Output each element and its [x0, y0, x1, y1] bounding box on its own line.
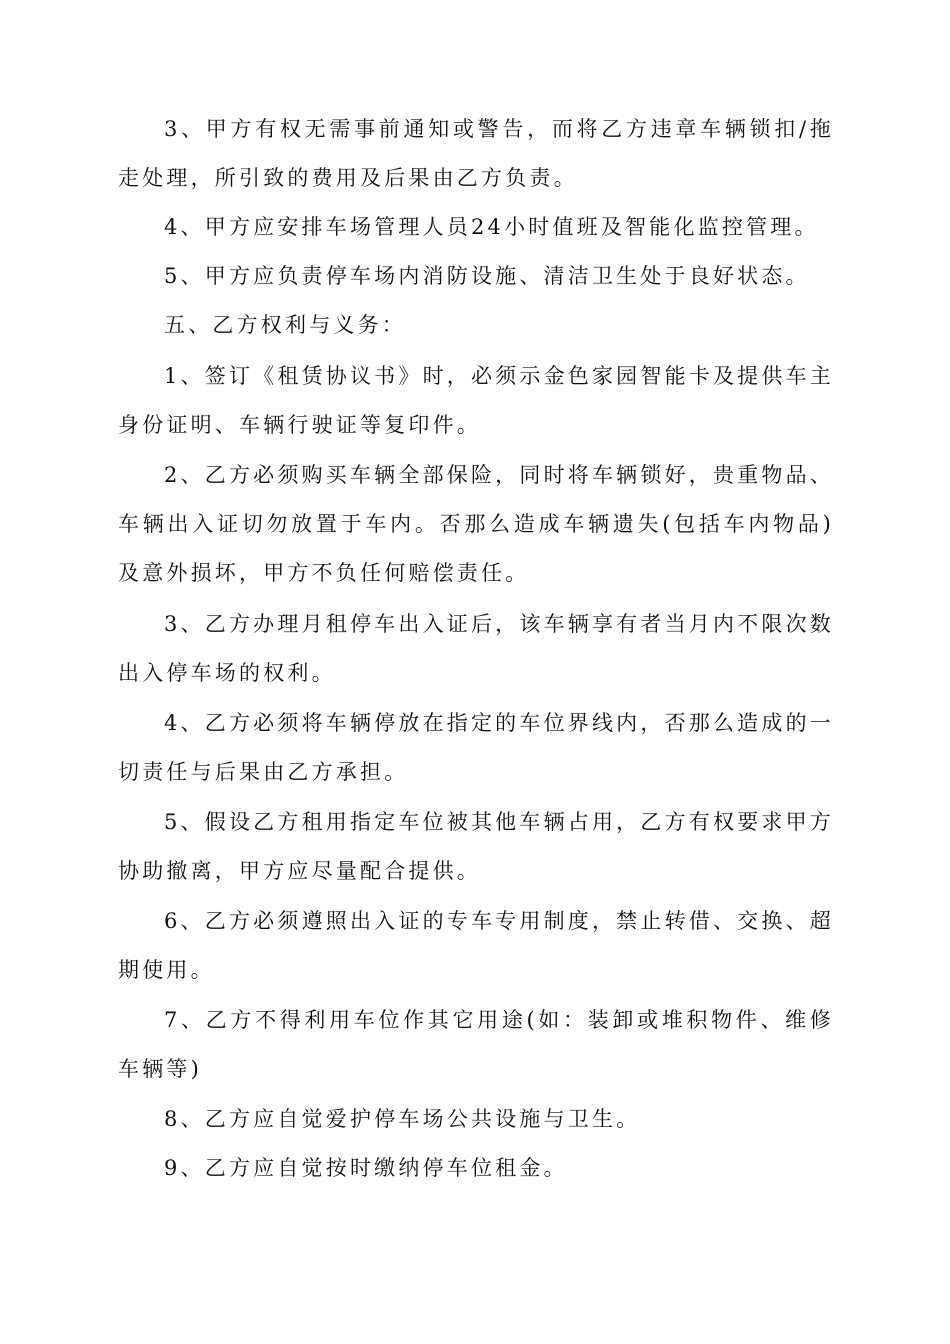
- section-heading-5: 五、乙方权利与义务：: [164, 313, 406, 337]
- clause-b1: 1、签订《租赁协议书》时，必须示金色家园智能卡及提供车主身份证明、车辆行驶证等复印件。: [118, 364, 834, 437]
- clause-b6: 6、乙方必须遵照出入证的专车专用制度，禁止转借、交换、超期使用。: [118, 909, 834, 982]
- clause-b3: 3、乙方办理月租停车出入证后，该车辆享有者当月内不限次数出入停车场的权利。: [118, 612, 834, 685]
- clause-b9: 9、乙方应自觉按时缴纳停车位租金。: [164, 1156, 568, 1180]
- clause-b5: 5、假设乙方租用指定车位被其他车辆占用，乙方有权要求甲方协助撤离，甲方应尽量配合提供。: [118, 810, 834, 883]
- clause-b7: 7、乙方不得利用车位作其它用途(如：装卸或堆积物件、维修车辆等): [118, 1008, 834, 1081]
- clause-a4: 4、甲方应安排车场管理人员24小时值班及智能化监控管理。: [164, 215, 819, 239]
- clause-a3: 3、甲方有权无需事前通知或警告，而将乙方违章车辆锁扣/拖走处理，所引致的费用及后果由乙方负责。: [118, 117, 834, 190]
- clause-b8: 8、乙方应自觉爱护停车场公共设施与卫生。: [164, 1107, 641, 1131]
- clause-a5: 5、甲方应负责停车场内消防设施、清洁卫生处于良好状态。: [164, 264, 810, 288]
- clause-b2: 2、乙方必须购买车辆全部保险，同时将车辆锁好，贵重物品、车辆出入证切勿放置于车内。否那么造成车辆遗失(包括车内物品)及意外损坏，甲方不负任何赔偿责任。: [118, 463, 834, 585]
- clause-b4: 4、乙方必须将车辆停放在指定的车位界线内，否那么造成的一切责任与后果由乙方承担。: [118, 711, 834, 784]
